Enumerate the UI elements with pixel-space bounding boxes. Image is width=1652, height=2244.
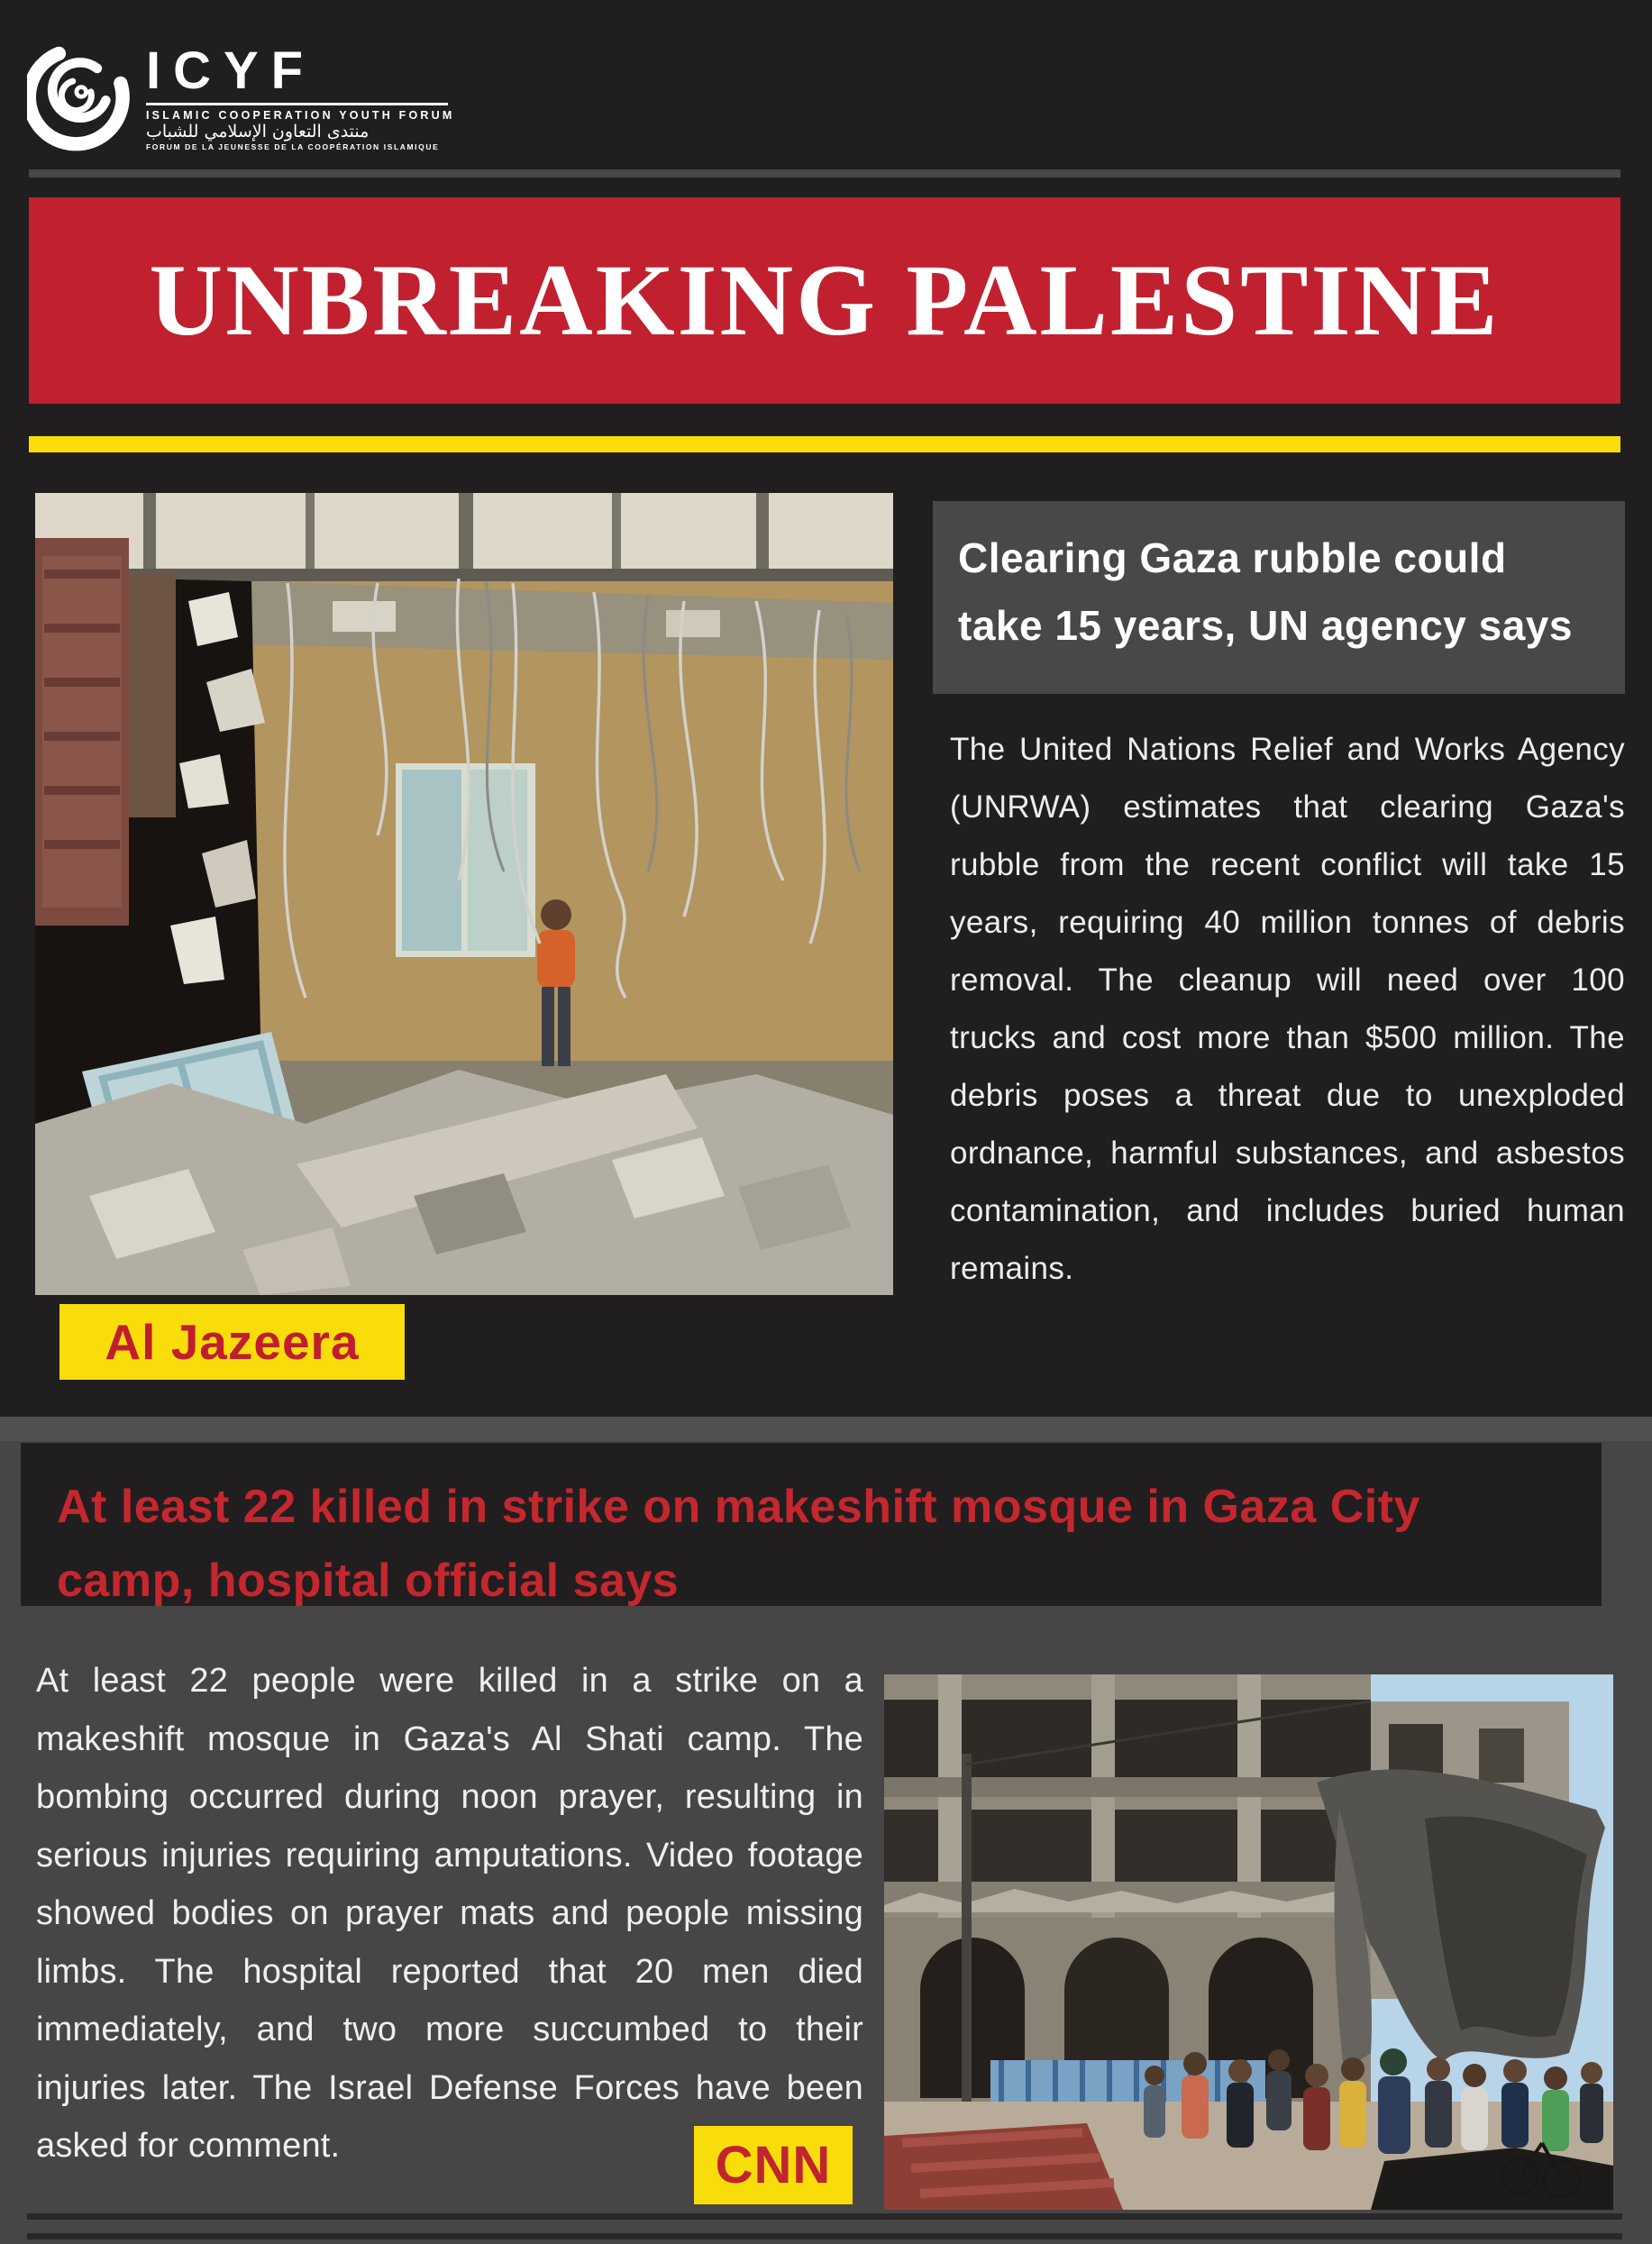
article2-source-badge [694,2126,853,2204]
top-divider-bar [29,169,1620,178]
article1-body: The United Nations Relief and Works Agency (UNRWA) estimates that clearing Gaza's rubble from the recent conflict will take 15 years, requiring 40 million tonnes of debris removal. The cleanup will need over 100 trucks and cost more than $500 million. The debris poses a threat due to unexploded ordnance, harmful substances, and asbestos contamination, and includes buried human remains. [950,732,1625,1286]
footer-bar-bottom [27,2233,1622,2239]
icyf-french-name: FORUM DE LA JEUNESSE DE LA COOPÉRATION ISLAMIQUE [146,142,440,152]
icyf-logo-text [146,41,455,152]
article1-source-label: Al Jazeera [105,1314,360,1370]
title-banner [29,197,1620,404]
icyf-swirl-icon [27,43,133,153]
article1-photo [35,493,893,1295]
logo-divider [146,103,448,105]
poster-title: UNBREAKING PALESTINE [149,243,1501,357]
footer-bar-top [27,2213,1622,2220]
article2-photo [884,1674,1613,2210]
yellow-accent-bar [29,436,1620,452]
article1-headline-panel [933,501,1625,694]
icyf-logo [27,43,455,153]
article2-headline-panel [21,1443,1602,1606]
article1-source-badge [59,1304,405,1380]
article2-source-label: CNN [715,2136,832,2194]
article1-headline: Clearing Gaza rubble could take 15 years, UN agency says [958,534,1573,649]
icyf-arabic-name: منتدى التعاون الإسلامي للشباب [146,121,370,141]
article2-body: At least 22 people were killed in a strike on a makeshift mosque in Gaza's Al Shati camp. The bombing occurred during noon prayer, resulting in serious injuries requiring amputations. Video footage showed bodies on prayer mats and people missing limbs. The hospital reported that 20 men died immediately, and two more succumbed to their injuries later. The Israel Defense Forces have been asked for comment. [36,1662,863,2165]
section-divider-bar [0,1417,1652,1441]
article2-headline: At least 22 killed in strike on makeshift mosque in Gaza City camp, hospital official says [57,1481,1420,1608]
icyf-wordmark: ICYF [146,41,316,100]
icyf-subtitle: ISLAMIC COOPERATION YOUTH FORUM [146,108,455,122]
